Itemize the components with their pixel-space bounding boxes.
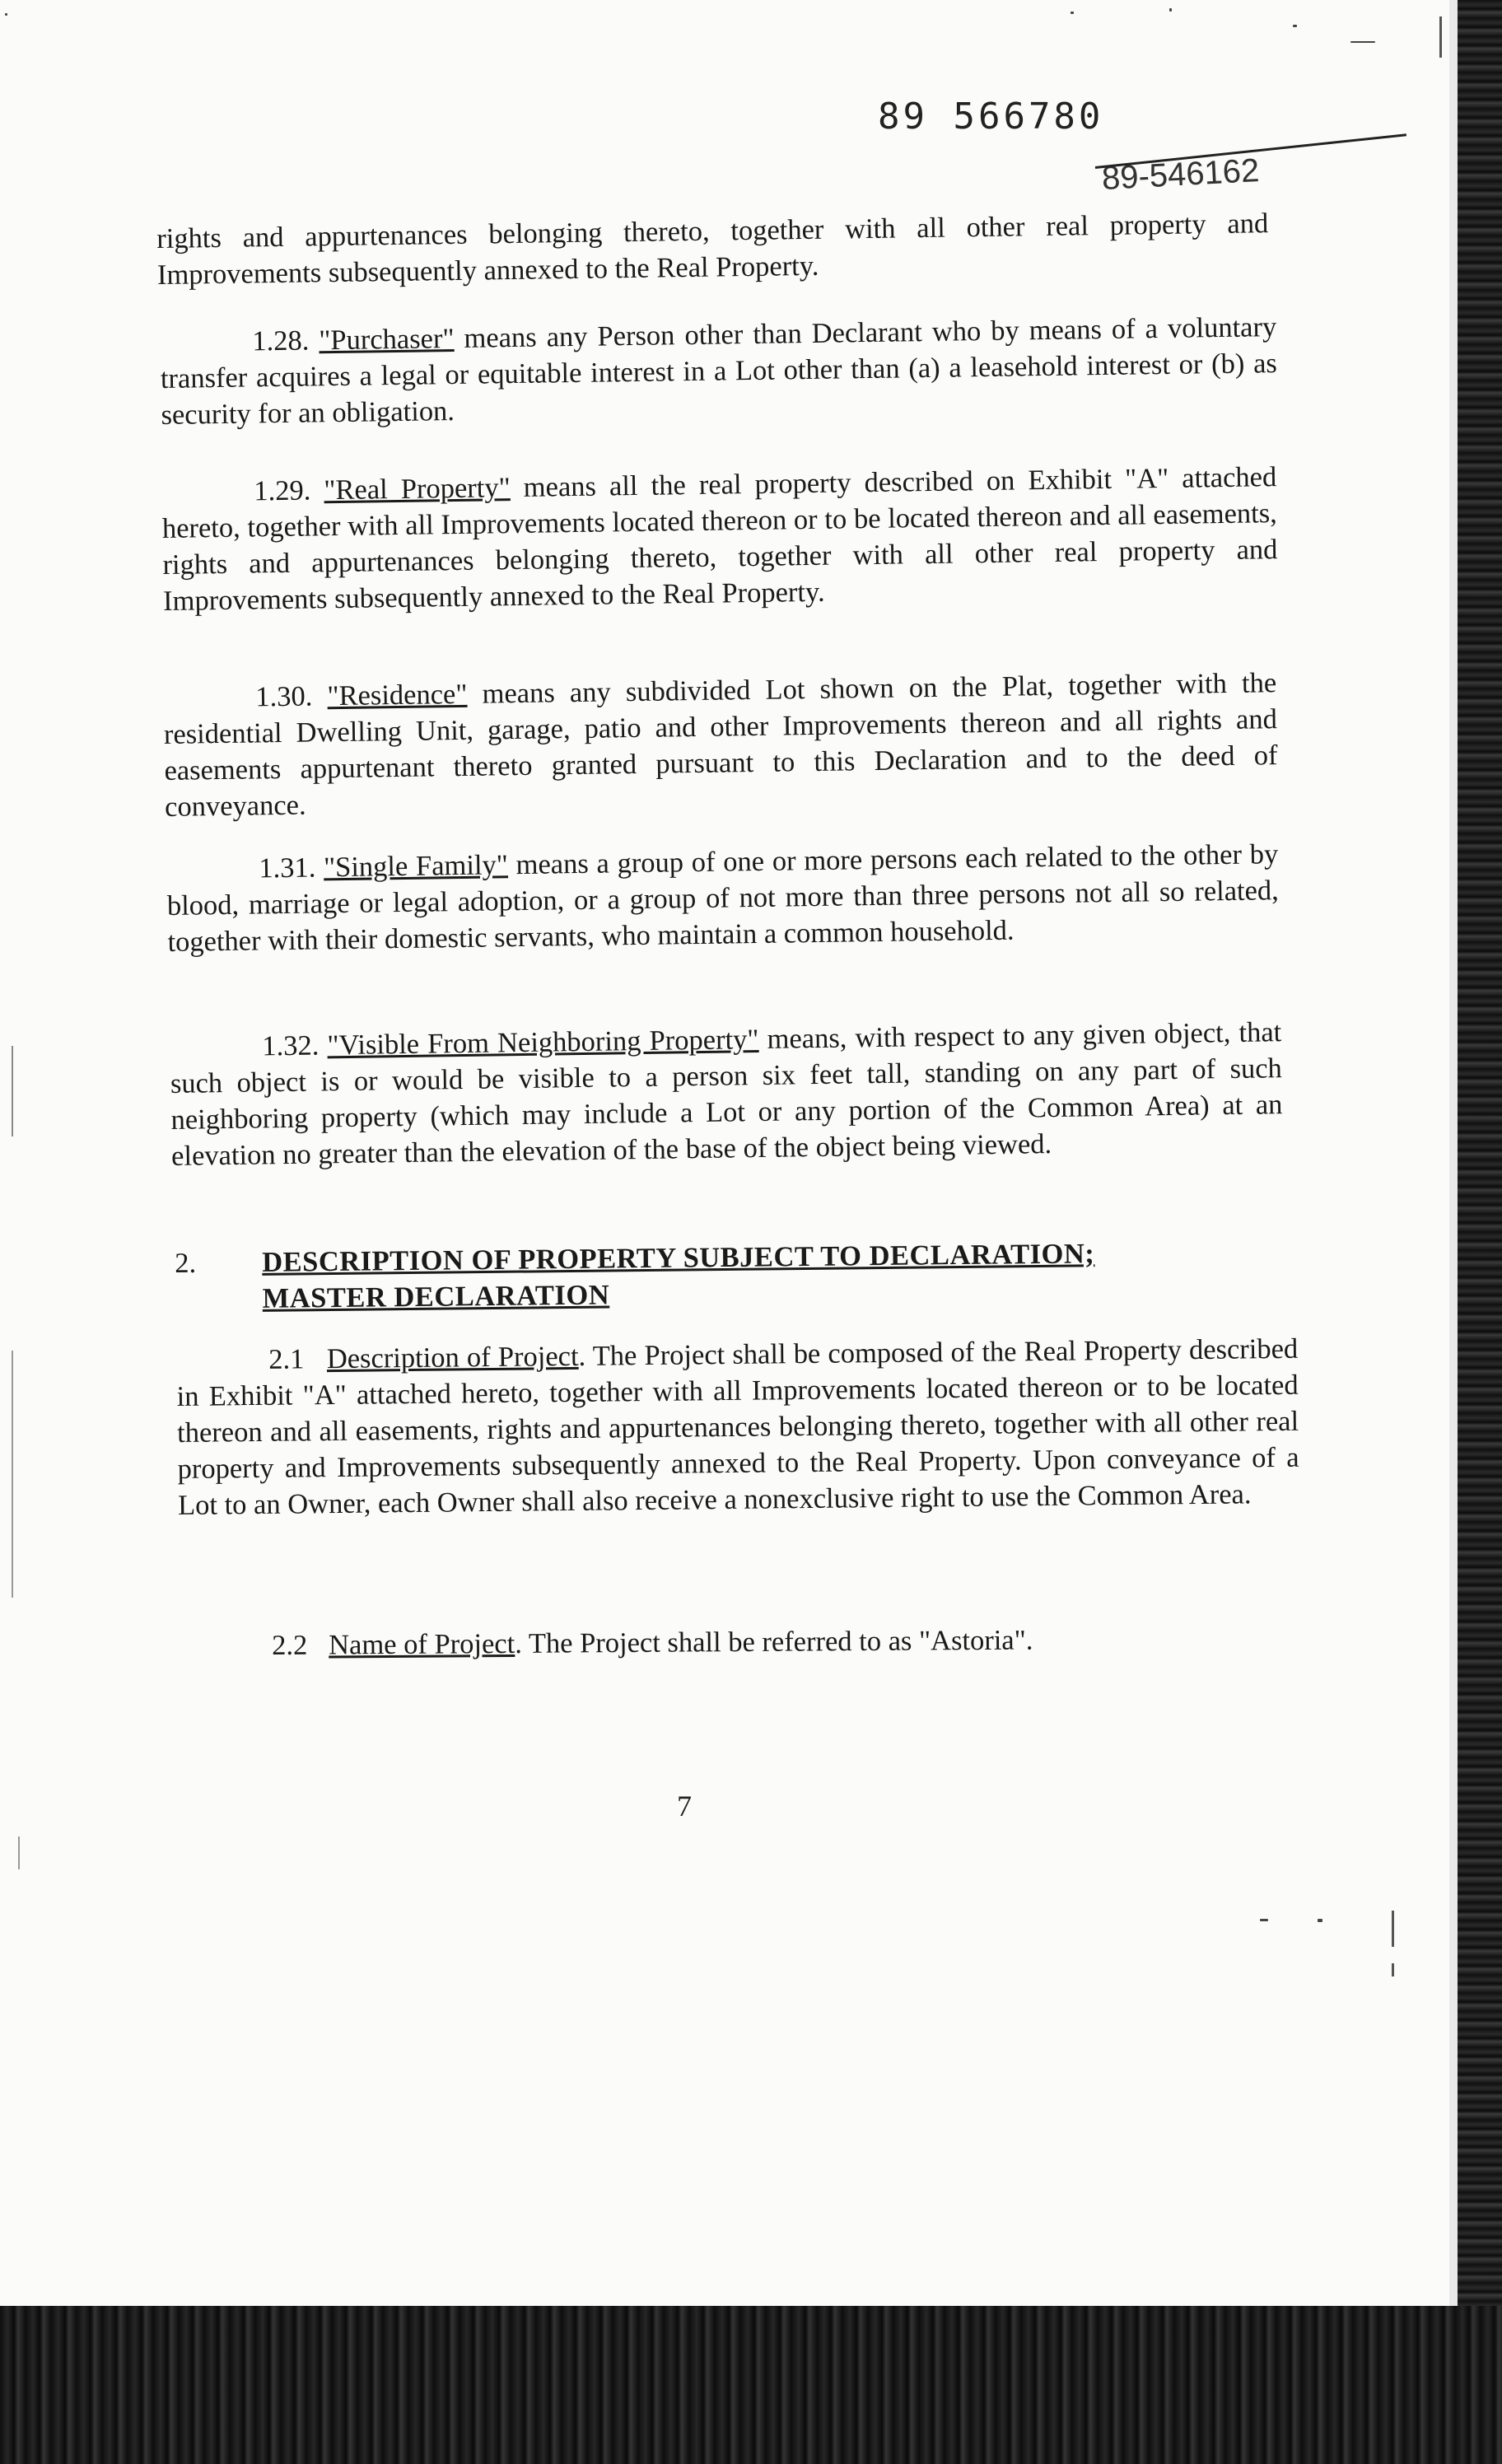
- subsection-heading: Description of Project: [326, 1340, 579, 1375]
- scan-speck: [5, 13, 7, 16]
- scan-speck: [1293, 25, 1297, 27]
- definition-text: means all the real property described on Exhibit "A" attached hereto, together with all Improvements located thereon or to be located thereon and all easements, rights and appurtenances belonging thereto, together with all other real property and Improvements subsequently annexed to the Real Property.: [161, 461, 1278, 617]
- scan-mark: [12, 1046, 13, 1136]
- section-2-heading: [175, 1234, 1295, 1318]
- scan-mark: [1392, 1963, 1394, 1976]
- definition-number: 1.31.: [259, 852, 316, 884]
- definition-number: 1.29.: [254, 474, 311, 507]
- definition-number: 1.32.: [262, 1029, 320, 1062]
- subsection-heading: Name of Project: [329, 1627, 515, 1661]
- scan-edge-bottom: [0, 2306, 1502, 2464]
- section-number: 2.: [175, 1247, 197, 1279]
- scan-speck: [1169, 8, 1172, 12]
- section-title-line-2: MASTER DECLARATION: [262, 1279, 610, 1314]
- scan-mark: [18, 1836, 20, 1869]
- definition-number: 1.30.: [255, 680, 313, 713]
- scan-mark: [1439, 16, 1442, 58]
- subsection-number: 2.2: [272, 1629, 308, 1661]
- scan-speck: [1260, 1919, 1268, 1921]
- definition-1-31: [166, 836, 1280, 960]
- subsection-text: . The Project shall be composed of the Real Property described in Exhibit "A" attached hereto, together with all Improvements located thereon or to be located thereon and all easements, rights and appurtenances belonging thereto, together with all other real property and Improvements subsequently annexed to the Real Property. Upon conveyance of a Lot to an Owner, each Owner shall also receive a nonexclusive right to use the Common Area.: [176, 1332, 1299, 1521]
- continuation-text: rights and appurtenances belonging thereto, together with all other real property and Improvements subsequently annexed to the Real Property.: [156, 208, 1269, 291]
- superseded-number: 89-546162: [1100, 152, 1261, 197]
- scan-speck: [1318, 1919, 1322, 1922]
- definition-term: "Purchaser": [319, 323, 455, 357]
- definition-1-29: [161, 459, 1278, 619]
- scan-speck: [1071, 12, 1074, 14]
- scan-speck: [1350, 41, 1375, 43]
- definition-term: "Residence": [327, 678, 468, 712]
- definition-1-32: [170, 1014, 1283, 1174]
- definition-1-28: [160, 309, 1278, 433]
- subsection-text: . The Project shall be referred to as "Astoria".: [515, 1624, 1033, 1659]
- scan-edge-right: [1458, 0, 1502, 2306]
- definition-number: 1.28.: [252, 324, 310, 357]
- section-title-line-1: DESCRIPTION OF PROPERTY SUBJECT TO DECLARATION;: [262, 1238, 1095, 1278]
- subsection-2-1: [176, 1331, 1299, 1524]
- subsection-2-2: [272, 1620, 1276, 1664]
- subsection-number: 2.1: [268, 1343, 305, 1375]
- definition-text: means, with respect to any given object, that such object is or would be visible to a person six feet tall, standing on any part of such neighboring property (which may include a Lot or any portion of the Common Area) at an elevation no greater than the elevation of the base of the object being viewed.: [170, 1016, 1283, 1172]
- definition-term: "Visible From Neighboring Property": [327, 1024, 759, 1062]
- definition-text: means any Person other than Declarant who by means of a voluntary transfer acquires a legal or equitable interest in a Lot other than (a) a leasehold interest or (b) as security for an obligation.: [160, 311, 1278, 431]
- page-number: 7: [677, 1790, 692, 1822]
- scan-mark: [1392, 1911, 1394, 1947]
- document-number: 89 566780: [878, 96, 1104, 138]
- definition-1-30: [163, 665, 1278, 825]
- definition-text: means a group of one or more persons each related to the other by blood, marriage or legal adoption, or a group of not more than three persons not all so related, together with their domestic servants, who maintain a common household.: [166, 838, 1280, 958]
- definition-term: "Single Family": [323, 849, 509, 884]
- definition-text: means any subdivided Lot shown on the Plat, together with the residential Dwelling Unit, garage, patio and other Improvements thereon and all rights and easements appurtenant thereto granted pursuant to this Declaration and to the deed of conveyance.: [163, 667, 1278, 823]
- definition-term: "Real Property": [324, 472, 511, 506]
- continuation-paragraph: [156, 205, 1269, 293]
- scan-mark: [12, 1351, 13, 1598]
